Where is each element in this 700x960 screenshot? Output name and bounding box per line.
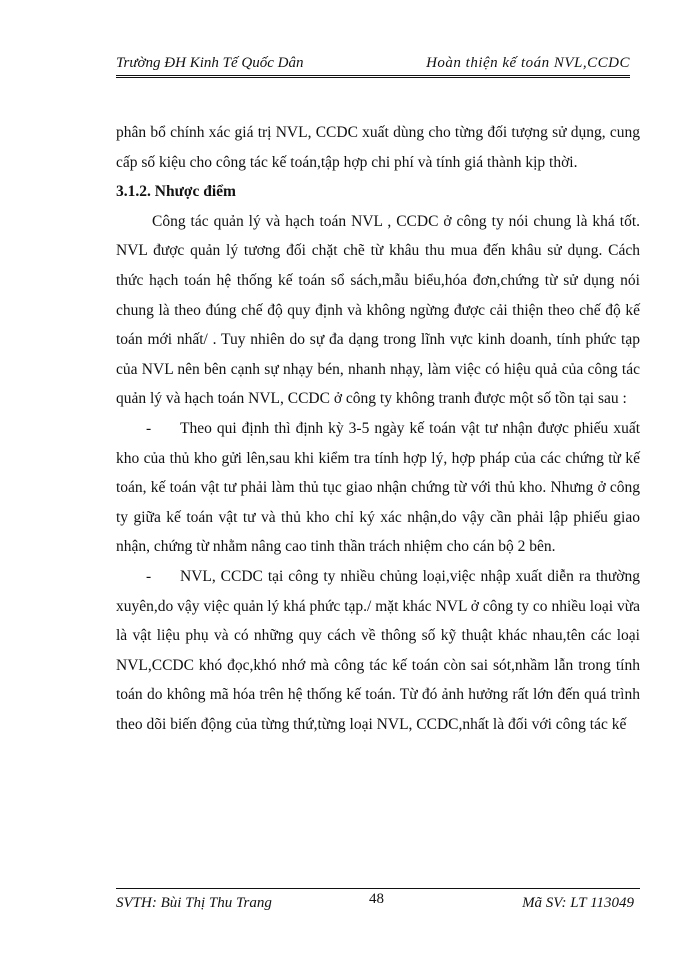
- bullet-dash: -: [146, 567, 152, 585]
- bullet-item: [116, 562, 640, 740]
- bullet-text: NVL, CCDC tại công ty nhiều chủng loại,việc nhập xuất diễn ra thường xuyên,do vậy việc quản lý khá phức tạp./ mặt khác NVL ở công ty co nhiều loại vừa là vật liệu phụ và có những quy cách về thông số kỹ thuật khác nhau,tên các loại NVL,CCDC khó đọc,khó nhớ mà công tác kế toán còn sai sót,nhầm lẫn trong tính toán do không mã hóa trên hệ thống kế toán. Từ đó ảnh hưởng rất lớn đến quá trình theo dõi biến động của từng thứ,từng loại NVL, CCDC,nhất là đối với công tác kế: [116, 567, 640, 733]
- page-body: [116, 118, 640, 739]
- header-title: Hoàn thiện kế toán NVL,CCDC: [426, 55, 630, 71]
- page-number: 48: [369, 891, 384, 907]
- footer-student: SVTH: Bùi Thị Thu Trang: [116, 895, 272, 911]
- page-footer: [116, 888, 640, 919]
- section-heading: 3.1.2. Nhược điểm: [116, 183, 236, 201]
- footer-student-id: Mã SV: LT 113049: [522, 895, 634, 911]
- bullet-text: Theo qui định thì định kỳ 3-5 ngày kế toán vật tư nhận được phiếu xuất kho của thủ kho gửi lên,sau khi kiểm tra tính hợp lý, hợp pháp của các chứng từ kế toán, kế toán vật tư phải làm thủ tục giao nhận chứng từ với thủ kho. Nhưng ở công ty giữa kế toán vật tư và thủ kho chỉ ký xác nhận,do vậy cần phải lập phiếu giao nhận, chứng từ nhằm nâng cao tinh thần trách nhiệm cho cán bộ 2 bên.: [116, 419, 640, 556]
- intro-paragraph: phân bổ chính xác giá trị NVL, CCDC xuất dùng cho từng đối tượng sử dụng, cung cấp số kiệu cho công tác kế toán,tập hợp chi phí và tính giá thành kịp thời.: [116, 124, 640, 171]
- paragraph-weaknesses: Công tác quản lý và hạch toán NVL , CCDC ở công ty nói chung là khá tốt. NVL được quản lý tương đối chặt chẽ từ khâu thu mua đến khâu sử dụng. Cách thức hạch toán hệ thống kế toán sổ sách,mẫu biểu,hóa đơn,chứng từ sử dụng nói chung là theo đúng chế độ quy định và không ngừng được cải thiện theo chế độ kế toán mới nhất/ . Tuy nhiên do sự đa dạng trong lĩnh vực kinh doanh, tính phức tạp của NVL nên bên cạnh sự nhạy bén, nhanh nhạy, làm việc có hiệu quả của công tác quản lý và hạch toán NVL, CCDC ở công ty không tranh được một số tồn tại sau :: [116, 212, 640, 408]
- bullet-dash: -: [146, 419, 152, 437]
- header-university: Trường ĐH Kinh Tế Quốc Dân: [116, 55, 304, 71]
- bullet-item: [116, 414, 640, 562]
- page-header: [116, 50, 630, 78]
